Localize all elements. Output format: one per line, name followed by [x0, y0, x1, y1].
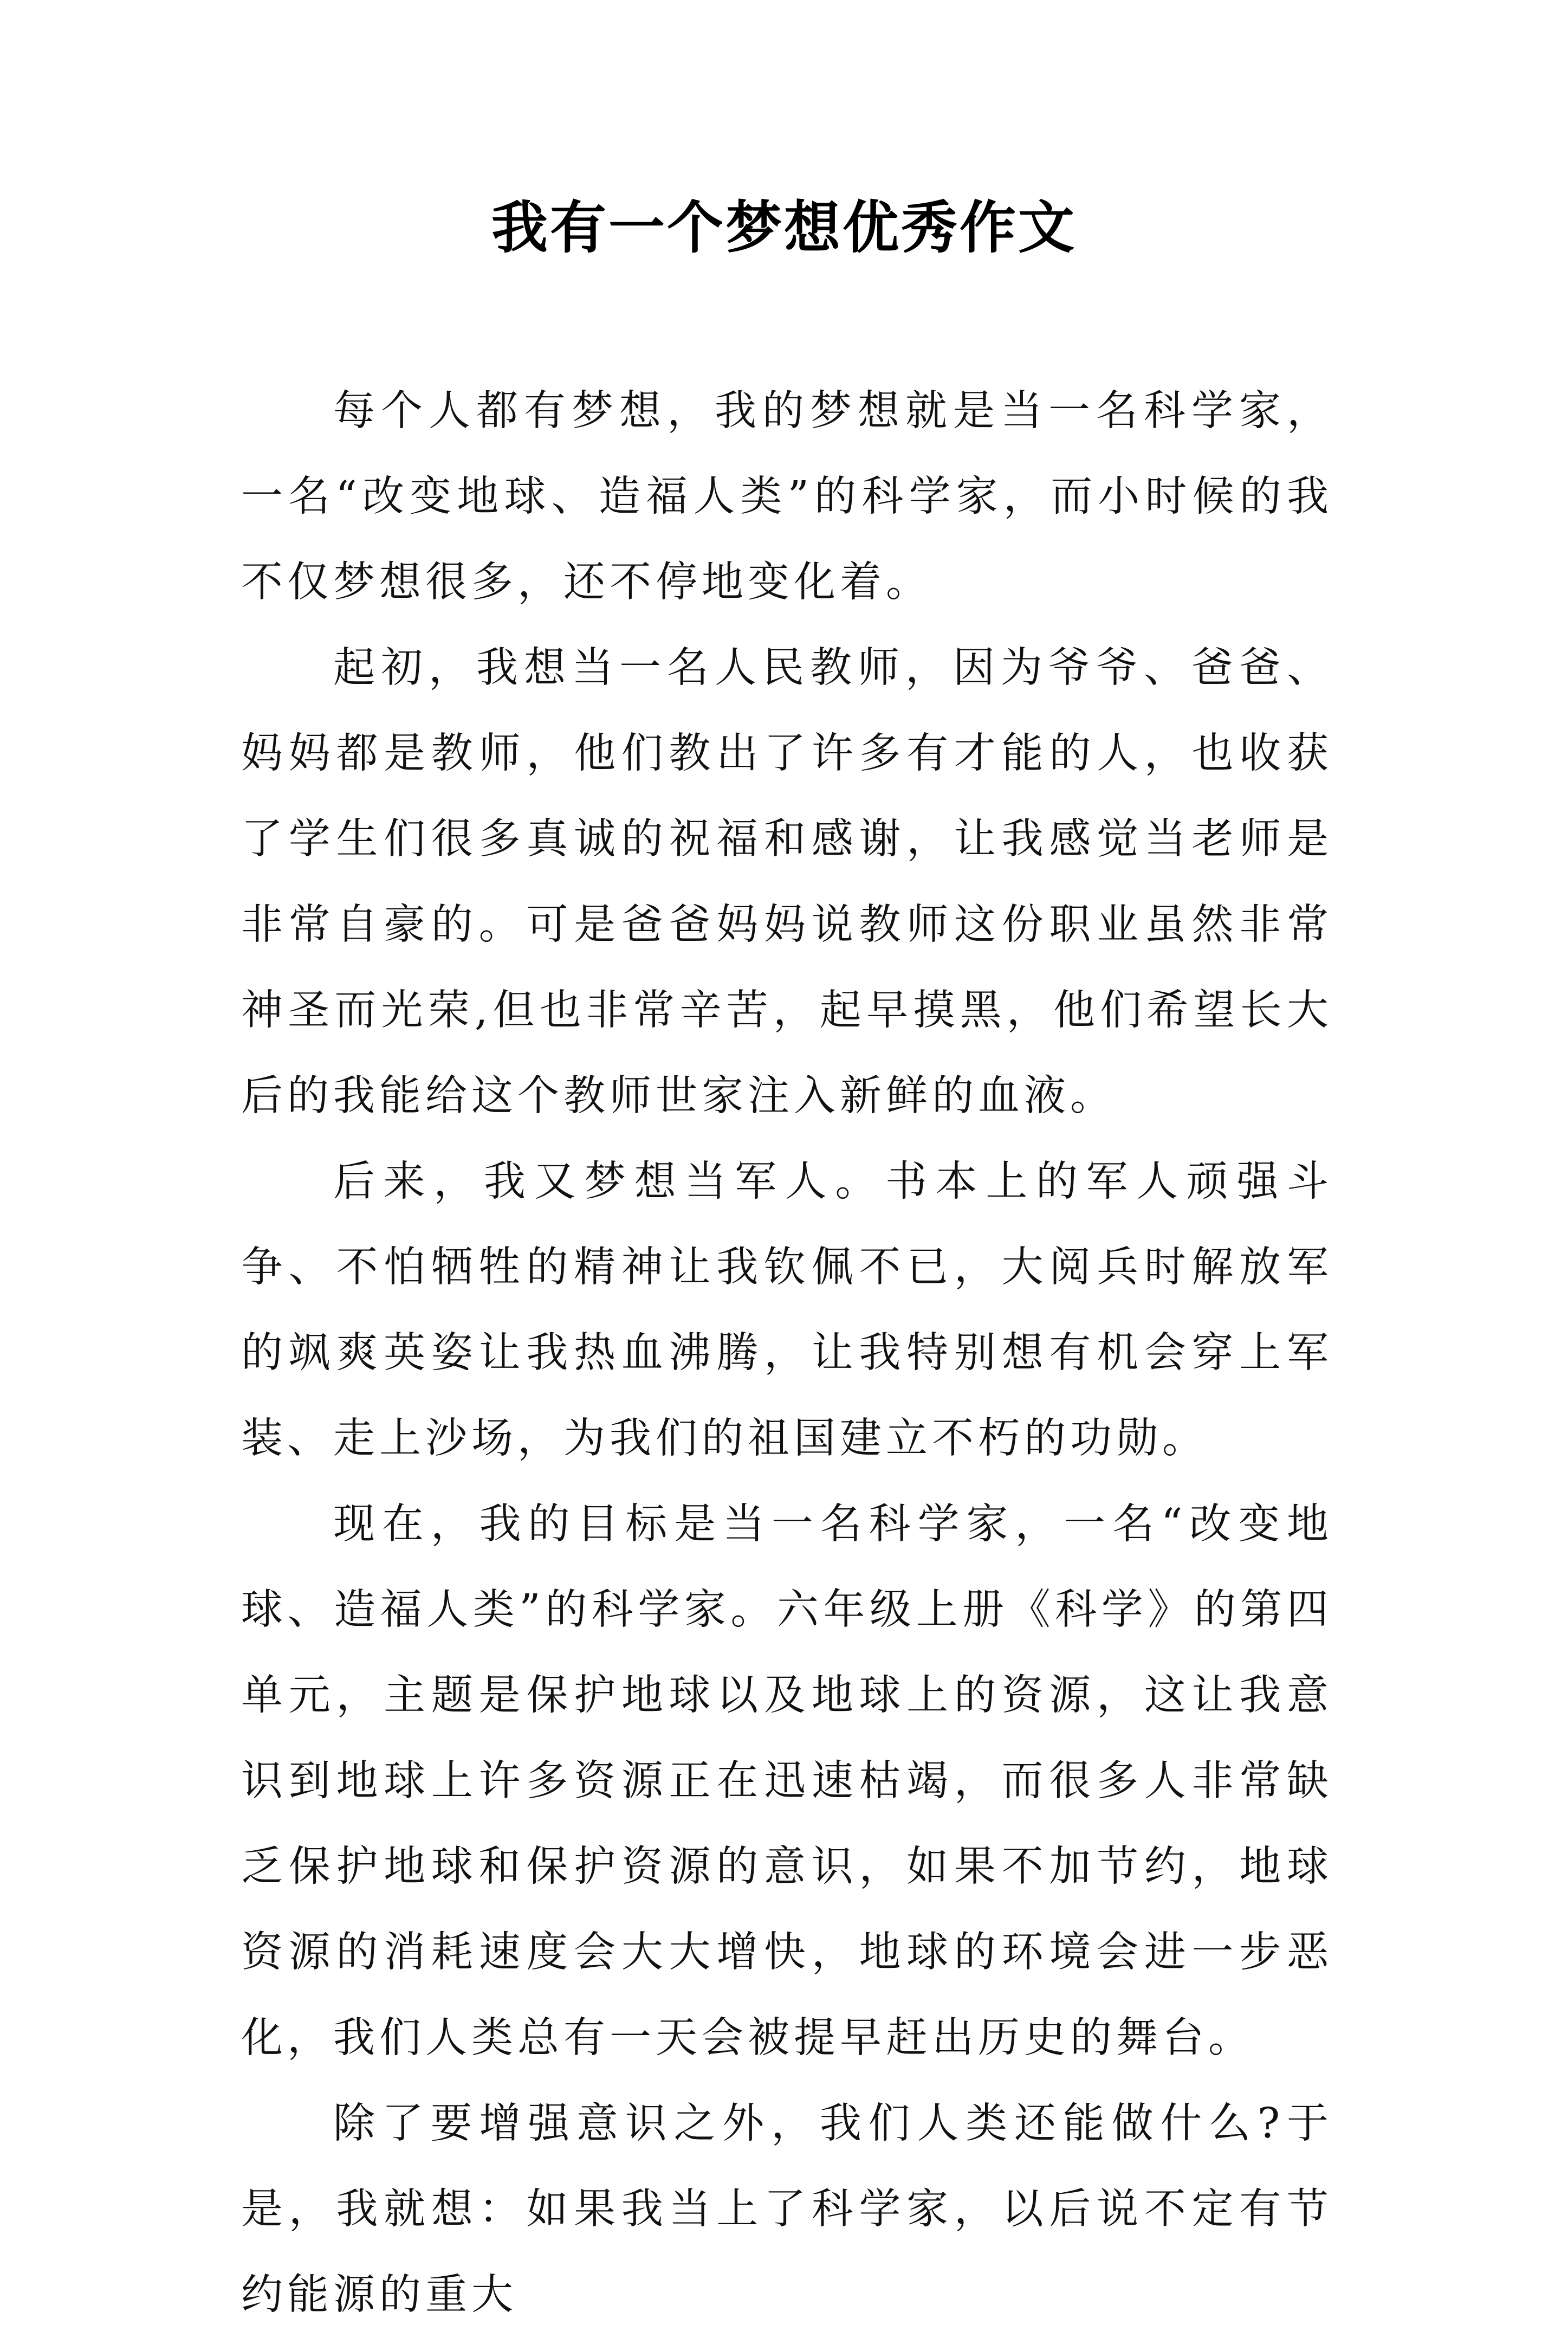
document-title: 我有一个梦想优秀作文	[491, 194, 1077, 261]
paragraph: 起初，我想当一名人民教师，因为爷爷、爸爸、妈妈都是教师，他们教出了许多有才能的人，也收获了学生们很多真诚的祝福和感谢，让我感觉当老师是非常自豪的。可是爸爸妈妈说教师这份职业虽然非常神圣而光荣,但也非常辛苦，起早摸黑，他们希望长大后的我能给这个教师世家注入新鲜的血液。	[241, 644, 1333, 1120]
document-body	[241, 369, 1333, 2338]
paragraph: 现在，我的目标是当一名科学家，一名“改变地球、造福人类”的科学家。六年级上册《科学》的第四单元，主题是保护地球以及地球上的资源，这让我意识到地球上许多资源正在迅速枯竭，而很多人非常缺乏保护地球和保护资源的意识，如果不加节约，地球资源的消耗速度会大大增快，地球的环境会进一步恶化，我们人类总有一天会被提早赶出历史的舞台。	[241, 1500, 1333, 2062]
paragraph: 除了要增强意识之外，我们人类还能做什么?于是，我就想：如果我当上了科学家，以后说不定有节约能源的重大	[241, 2100, 1333, 2319]
paragraph: 后来，我又梦想当军人。书本上的军人顽强斗争、不怕牺牲的精神让我钦佩不已，大阅兵时解放军的飒爽英姿让我热血沸腾，让我特别想有机会穿上军装、走上沙场，为我们的祖国建立不朽的功勋。	[241, 1158, 1333, 1463]
paragraph: 每个人都有梦想，我的梦想就是当一名科学家，一名“改变地球、造福人类”的科学家，而小时候的我不仅梦想很多，还不停地变化着。	[241, 387, 1333, 606]
